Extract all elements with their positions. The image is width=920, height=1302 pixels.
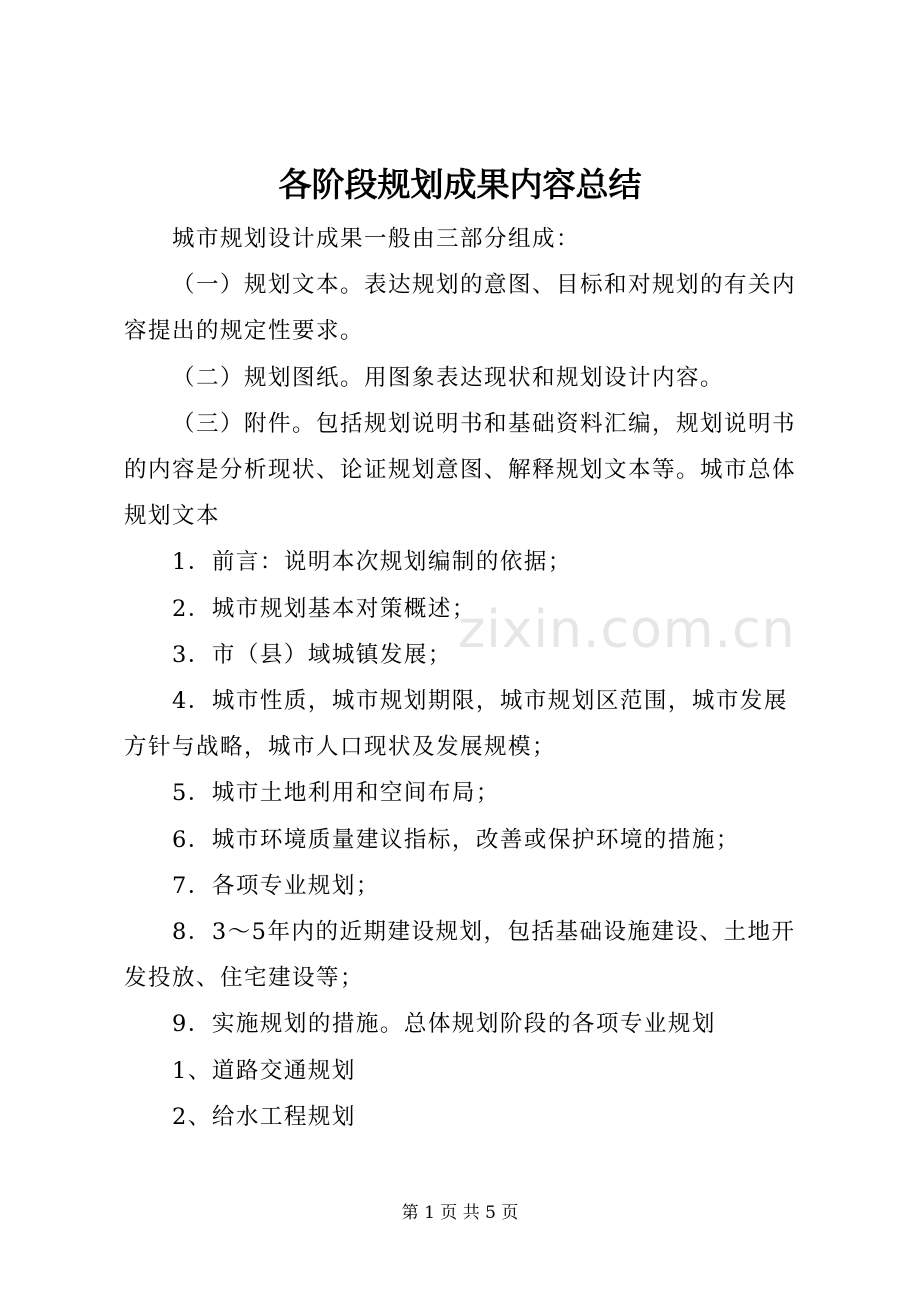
list-item: 5．城市土地利用和空间布局；: [172, 780, 500, 807]
paragraph-intro: 城市规划设计成果一般由三部分组成：: [172, 226, 581, 252]
list-item: 4．城市性质，城市规划期限，城市规划区范围，城市发展方针与战略，城市人口现状及发展规模；: [124, 688, 788, 761]
list-item: 3．市（县）域城镇发展；: [172, 641, 452, 668]
paragraph-part-three: （三）附件。包括规划说明书和基础资料汇编，规划说明书的内容是分析现状、论证规划意图、解释规划文本等。城市总体规划文本: [124, 410, 797, 530]
list-item: 6．城市环境质量建议指标，改善或保护环境的措施；: [172, 826, 740, 853]
list-item: 9．实施规划的措施。总体规划阶段的各项专业规划: [172, 1011, 716, 1038]
document-body: [124, 216, 806, 1140]
list-item: 1．前言：说明本次规划编制的依据；: [172, 549, 572, 576]
document-title: 各阶段规划成果内容总结: [278, 165, 642, 204]
watermark: zixin.com.cn: [458, 600, 796, 660]
sub-list-item: 2、给水工程规划: [172, 1103, 356, 1130]
list-item: 2．城市规划基本对策概述；: [172, 595, 476, 622]
sub-list-item: 1、道路交通规划: [172, 1057, 356, 1084]
list-item: 7．各项专业规划；: [172, 872, 380, 899]
paragraph-part-two: （二）规划图纸。用图象表达现状和规划设计内容。: [172, 364, 725, 391]
page-footer: 第 1 页 共 5 页: [401, 1203, 519, 1223]
paragraph-part-one: （一）规划文本。表达规划的意图、目标和对规划的有关内容提出的规定性要求。: [124, 272, 797, 345]
list-item: 8．3～5年内的近期建设规划，包括基础设施建设、土地开发投放、住宅建设等；: [124, 919, 796, 992]
